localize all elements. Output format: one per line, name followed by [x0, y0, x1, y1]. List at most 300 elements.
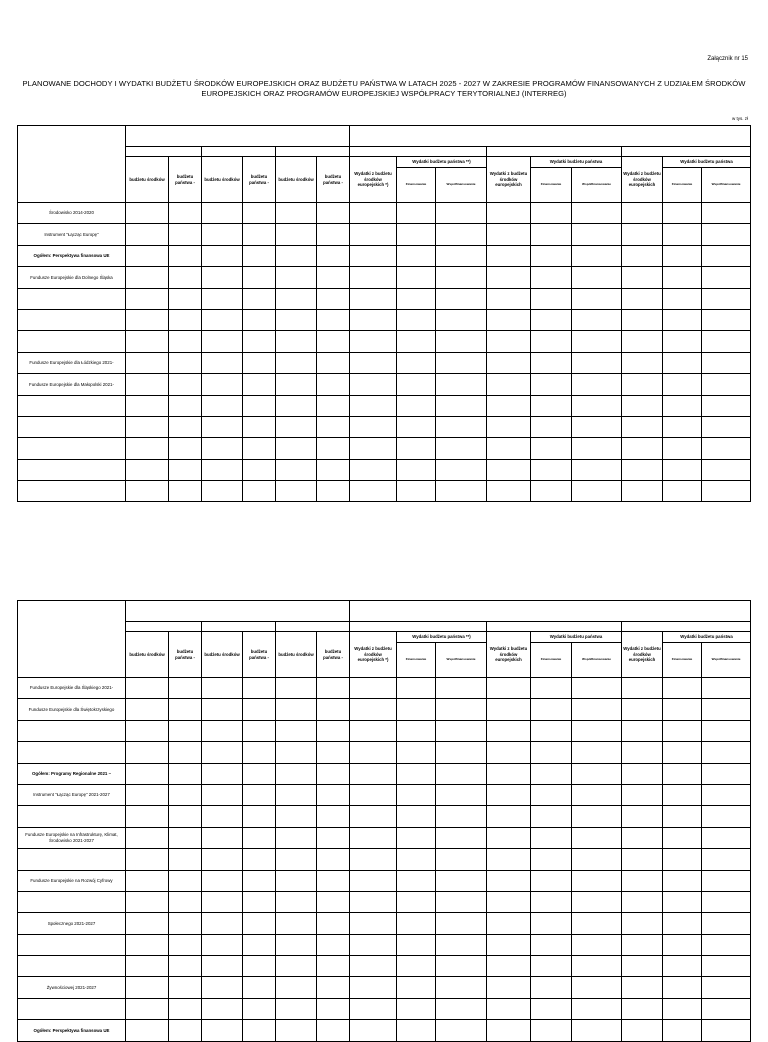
value-cell: [397, 352, 436, 373]
value-cell: [243, 699, 276, 720]
table-row: [18, 977, 751, 998]
value-cell: [702, 742, 751, 763]
value-cell: [436, 870, 487, 891]
value-cell: [572, 481, 622, 502]
value-cell: [126, 849, 169, 870]
value-cell: [487, 459, 531, 480]
table-row: [18, 806, 751, 827]
col-wydatki-bp-2: Wydatki budżetu państwa: [531, 157, 622, 168]
row-label: Fundusze Europejskie dla Śląskiego 2021-: [18, 678, 126, 699]
value-cell: [572, 309, 622, 330]
value-cell: [276, 913, 317, 934]
value-cell: [276, 742, 317, 763]
value-cell: [663, 374, 702, 395]
value-cell: [317, 288, 350, 309]
value-cell: [572, 438, 622, 459]
col-wspolfinansowanie-2: Współfinansowanie: [572, 643, 622, 678]
value-cell: [663, 203, 702, 224]
value-cell: [702, 1020, 751, 1041]
value-cell: [436, 395, 487, 416]
value-cell: [169, 742, 202, 763]
value-cell: [531, 998, 572, 1019]
value-cell: [436, 352, 487, 373]
year-group-2: [202, 147, 276, 157]
col-finansowanie-2: Finansowanie: [531, 643, 572, 678]
year-group-3: [276, 622, 350, 632]
col-wspolfinansowanie-3: Współfinansowanie: [702, 643, 751, 678]
value-cell: [397, 1020, 436, 1041]
value-cell: [317, 956, 350, 977]
value-cell: [487, 870, 531, 891]
table-row: [18, 678, 751, 699]
table-row: [18, 891, 751, 912]
value-cell: [317, 203, 350, 224]
col-wydatki-bp-3: Wydatki budżetu państwa: [663, 632, 751, 643]
value-cell: [622, 742, 663, 763]
value-cell: [243, 891, 276, 912]
value-cell: [487, 481, 531, 502]
value-cell: [317, 395, 350, 416]
value-cell: [487, 224, 531, 245]
value-cell: [702, 309, 751, 330]
value-cell: [276, 678, 317, 699]
value-cell: [350, 459, 397, 480]
value-cell: [702, 395, 751, 416]
value-cell: [572, 352, 622, 373]
value-cell: [436, 374, 487, 395]
table-row: [18, 763, 751, 784]
value-cell: [663, 309, 702, 330]
value-cell: [622, 849, 663, 870]
table-row: [18, 438, 751, 459]
value-cell: [317, 720, 350, 741]
value-cell: [487, 956, 531, 977]
table-row: [18, 374, 751, 395]
value-cell: [572, 245, 622, 266]
value-cell: [487, 203, 531, 224]
year-group-5: [487, 622, 622, 632]
value-cell: [126, 267, 169, 288]
value-cell: [202, 806, 243, 827]
table-row: [18, 849, 751, 870]
value-cell: [317, 678, 350, 699]
value-cell: [436, 288, 487, 309]
table-row: [18, 742, 751, 763]
row-label-header: [18, 601, 126, 678]
col-finansowanie-3: Finansowanie: [663, 168, 702, 203]
value-cell: [202, 998, 243, 1019]
value-cell: [169, 806, 202, 827]
col-bp-3: budżetu państwa -: [317, 157, 350, 203]
col-wspolfinansowanie-3: Współfinansowanie: [702, 168, 751, 203]
value-cell: [397, 459, 436, 480]
value-cell: [531, 224, 572, 245]
value-cell: [622, 806, 663, 827]
value-cell: [397, 267, 436, 288]
value-cell: [126, 934, 169, 955]
row-label: [18, 849, 126, 870]
value-cell: [126, 763, 169, 784]
value-cell: [622, 309, 663, 330]
value-cell: [572, 870, 622, 891]
value-cell: [317, 352, 350, 373]
value-cell: [397, 331, 436, 352]
value-cell: [126, 245, 169, 266]
row-label: Społecznego 2021-2027: [18, 913, 126, 934]
value-cell: [243, 827, 276, 848]
row-label: Fundusze Europejskie dla Łódzkiego 2021-: [18, 352, 126, 373]
value-cell: [702, 203, 751, 224]
value-cell: [572, 742, 622, 763]
value-cell: [350, 849, 397, 870]
col-wydatki-bp-2: Wydatki budżetu państwa: [531, 632, 622, 643]
value-cell: [169, 934, 202, 955]
table-row: [18, 720, 751, 741]
value-cell: [243, 956, 276, 977]
value-cell: [663, 977, 702, 998]
value-cell: [169, 288, 202, 309]
value-cell: [487, 267, 531, 288]
value-cell: [436, 763, 487, 784]
value-cell: [572, 977, 622, 998]
value-cell: [350, 742, 397, 763]
value-cell: [126, 1020, 169, 1041]
value-cell: [202, 742, 243, 763]
value-cell: [572, 331, 622, 352]
value-cell: [317, 891, 350, 912]
value-cell: [276, 699, 317, 720]
value-cell: [531, 395, 572, 416]
value-cell: [397, 998, 436, 1019]
value-cell: [126, 416, 169, 437]
value-cell: [702, 998, 751, 1019]
value-cell: [169, 459, 202, 480]
value-cell: [572, 891, 622, 912]
value-cell: [531, 1020, 572, 1041]
value-cell: [531, 309, 572, 330]
col-bse-3: budżetu środków: [276, 632, 317, 678]
value-cell: [436, 849, 487, 870]
value-cell: [397, 309, 436, 330]
value-cell: [436, 913, 487, 934]
value-cell: [276, 395, 317, 416]
value-cell: [572, 849, 622, 870]
value-cell: [276, 309, 317, 330]
value-cell: [622, 870, 663, 891]
value-cell: [531, 934, 572, 955]
col-wydatki-bse-2: Wydatki z budżetu środków europejskich: [487, 632, 531, 678]
col-bp-1: budżetu państwa -: [169, 157, 202, 203]
value-cell: [243, 998, 276, 1019]
value-cell: [622, 784, 663, 805]
value-cell: [350, 374, 397, 395]
value-cell: [350, 245, 397, 266]
value-cell: [350, 331, 397, 352]
value-cell: [169, 203, 202, 224]
value-cell: [436, 331, 487, 352]
value-cell: [276, 806, 317, 827]
value-cell: [487, 998, 531, 1019]
row-label: [18, 438, 126, 459]
value-cell: [531, 459, 572, 480]
table-row: [18, 245, 751, 266]
value-cell: [572, 806, 622, 827]
row-label: Ogółem: Perspektywa finansowa UE: [18, 245, 126, 266]
value-cell: [487, 331, 531, 352]
value-cell: [126, 203, 169, 224]
value-cell: [397, 720, 436, 741]
value-cell: [276, 267, 317, 288]
value-cell: [436, 459, 487, 480]
value-cell: [572, 1020, 622, 1041]
row-label: [18, 459, 126, 480]
value-cell: [243, 288, 276, 309]
col-finansowanie-1: Finansowanie: [397, 168, 436, 203]
value-cell: [397, 956, 436, 977]
row-label: [18, 481, 126, 502]
value-cell: [243, 763, 276, 784]
value-cell: [397, 395, 436, 416]
value-cell: [663, 998, 702, 1019]
value-cell: [350, 309, 397, 330]
value-cell: [397, 374, 436, 395]
year-group-5: [487, 147, 622, 157]
value-cell: [202, 245, 243, 266]
value-cell: [702, 956, 751, 977]
value-cell: [397, 934, 436, 955]
value-cell: [702, 720, 751, 741]
value-cell: [487, 395, 531, 416]
value-cell: [622, 224, 663, 245]
value-cell: [350, 267, 397, 288]
value-cell: [317, 806, 350, 827]
value-cell: [702, 849, 751, 870]
value-cell: [169, 331, 202, 352]
value-cell: [202, 891, 243, 912]
value-cell: [276, 374, 317, 395]
value-cell: [436, 678, 487, 699]
value-cell: [531, 827, 572, 848]
value-cell: [169, 395, 202, 416]
value-cell: [663, 806, 702, 827]
value-cell: [531, 977, 572, 998]
value-cell: [276, 288, 317, 309]
table-row: [18, 459, 751, 480]
value-cell: [317, 245, 350, 266]
col-wspolfinansowanie-1: Współfinansowanie: [436, 168, 487, 203]
value-cell: [622, 352, 663, 373]
value-cell: [531, 956, 572, 977]
value-cell: [531, 481, 572, 502]
value-cell: [202, 956, 243, 977]
value-cell: [350, 699, 397, 720]
value-cell: [663, 934, 702, 955]
table-row: [18, 331, 751, 352]
value-cell: [487, 1020, 531, 1041]
value-cell: [243, 352, 276, 373]
value-cell: [702, 224, 751, 245]
value-cell: [663, 459, 702, 480]
value-cell: [702, 267, 751, 288]
value-cell: [572, 956, 622, 977]
value-cell: [317, 481, 350, 502]
value-cell: [487, 352, 531, 373]
value-cell: [350, 416, 397, 437]
col-finansowanie-2: Finansowanie: [531, 168, 572, 203]
col-bp-2: budżetu państwa -: [243, 157, 276, 203]
value-cell: [572, 763, 622, 784]
value-cell: [317, 438, 350, 459]
value-cell: [663, 438, 702, 459]
value-cell: [317, 1020, 350, 1041]
value-cell: [350, 870, 397, 891]
value-cell: [531, 288, 572, 309]
row-label: Instrument "Łącząc Europę": [18, 224, 126, 245]
value-cell: [169, 245, 202, 266]
value-cell: [622, 459, 663, 480]
value-cell: [276, 352, 317, 373]
value-cell: [622, 438, 663, 459]
col-bp-1: budżetu państwa -: [169, 632, 202, 678]
value-cell: [243, 678, 276, 699]
value-cell: [126, 481, 169, 502]
value-cell: [243, 459, 276, 480]
value-cell: [169, 870, 202, 891]
table-row: [18, 998, 751, 1019]
value-cell: [317, 827, 350, 848]
value-cell: [702, 416, 751, 437]
row-label: [18, 395, 126, 416]
value-cell: [622, 1020, 663, 1041]
value-cell: [126, 742, 169, 763]
year-group-6: [622, 622, 751, 632]
row-label: [18, 806, 126, 827]
value-cell: [397, 678, 436, 699]
value-cell: [276, 998, 317, 1019]
value-cell: [202, 720, 243, 741]
value-cell: [126, 784, 169, 805]
value-cell: [622, 416, 663, 437]
value-cell: [202, 203, 243, 224]
value-cell: [531, 742, 572, 763]
value-cell: [572, 678, 622, 699]
value-cell: [702, 977, 751, 998]
value-cell: [202, 352, 243, 373]
value-cell: [397, 913, 436, 934]
col-wydatki-bp-1: Wydatki budżetu państwa **): [397, 632, 487, 643]
value-cell: [169, 699, 202, 720]
value-cell: [350, 998, 397, 1019]
value-cell: [622, 331, 663, 352]
value-cell: [663, 742, 702, 763]
value-cell: [350, 288, 397, 309]
value-cell: [276, 481, 317, 502]
value-cell: [243, 720, 276, 741]
value-cell: [572, 267, 622, 288]
value-cell: [243, 203, 276, 224]
value-cell: [531, 267, 572, 288]
row-label: [18, 720, 126, 741]
value-cell: [126, 352, 169, 373]
row-label: Fundusze Europejskie dla Małopolski 2021-: [18, 374, 126, 395]
value-cell: [487, 678, 531, 699]
value-cell: [243, 438, 276, 459]
value-cell: [169, 267, 202, 288]
value-cell: [169, 416, 202, 437]
value-cell: [622, 827, 663, 848]
value-cell: [622, 374, 663, 395]
value-cell: [202, 849, 243, 870]
value-cell: [276, 934, 317, 955]
value-cell: [276, 891, 317, 912]
value-cell: [317, 849, 350, 870]
value-cell: [487, 699, 531, 720]
value-cell: [663, 913, 702, 934]
row-label: Ogółem: Programy Regionalne 2021 –: [18, 763, 126, 784]
value-cell: [622, 481, 663, 502]
value-cell: [436, 245, 487, 266]
value-cell: [397, 977, 436, 998]
value-cell: [622, 998, 663, 1019]
value-cell: [436, 224, 487, 245]
value-cell: [663, 245, 702, 266]
value-cell: [702, 288, 751, 309]
value-cell: [202, 870, 243, 891]
value-cell: [126, 891, 169, 912]
value-cell: [126, 998, 169, 1019]
table-row: [18, 913, 751, 934]
value-cell: [702, 784, 751, 805]
value-cell: [663, 416, 702, 437]
value-cell: [436, 742, 487, 763]
value-cell: [350, 977, 397, 998]
value-cell: [276, 763, 317, 784]
value-cell: [397, 827, 436, 848]
value-cell: [572, 224, 622, 245]
value-cell: [622, 267, 663, 288]
value-cell: [572, 699, 622, 720]
value-cell: [531, 438, 572, 459]
value-cell: [487, 720, 531, 741]
wydatki-header-cell: [350, 601, 751, 622]
value-cell: [350, 784, 397, 805]
value-cell: [276, 720, 317, 741]
value-cell: [663, 678, 702, 699]
value-cell: [169, 224, 202, 245]
value-cell: [317, 699, 350, 720]
table-row: [18, 267, 751, 288]
value-cell: [317, 742, 350, 763]
row-label: Żywnościowej 2021-2027: [18, 977, 126, 998]
year-group-1: [126, 622, 202, 632]
value-cell: [317, 267, 350, 288]
table-row: [18, 827, 751, 848]
value-cell: [202, 678, 243, 699]
row-label: [18, 998, 126, 1019]
value-cell: [350, 720, 397, 741]
value-cell: [350, 956, 397, 977]
value-cell: [243, 331, 276, 352]
value-cell: [350, 806, 397, 827]
value-cell: [436, 481, 487, 502]
value-cell: [663, 331, 702, 352]
value-cell: [169, 849, 202, 870]
value-cell: [531, 678, 572, 699]
value-cell: [487, 416, 531, 437]
value-cell: [243, 224, 276, 245]
value-cell: [169, 891, 202, 912]
value-cell: [202, 459, 243, 480]
